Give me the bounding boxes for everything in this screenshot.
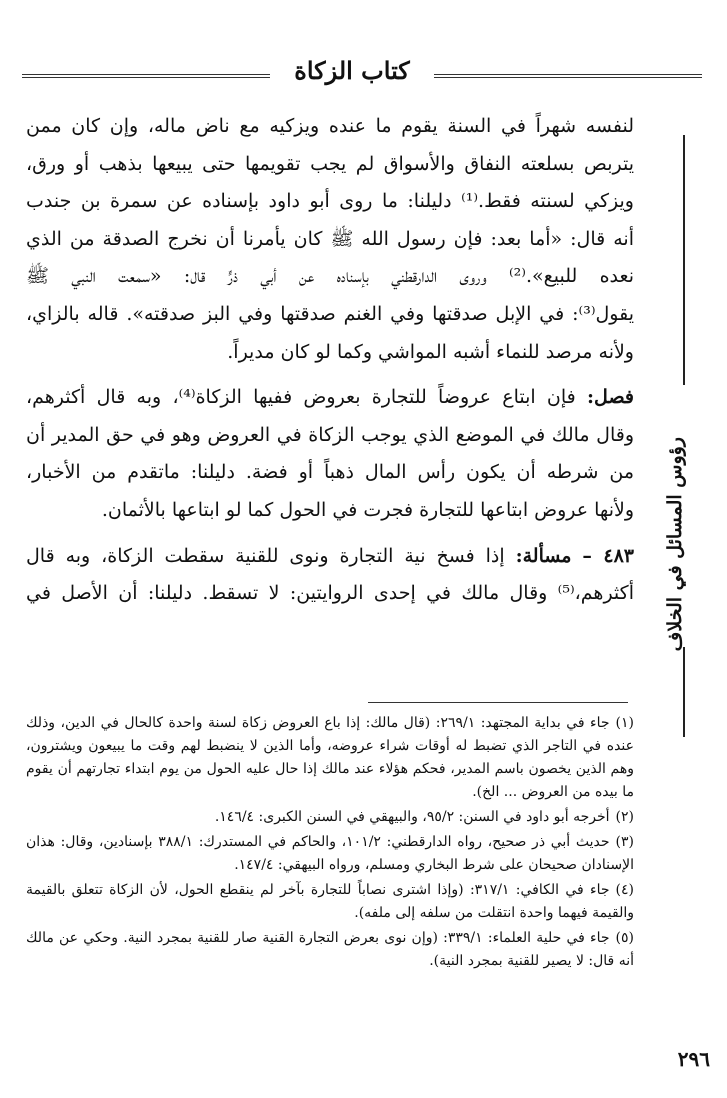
footnote-number: (٤): [615, 882, 634, 898]
footnote-text: جاء في الكافي: ٣١٧/١: (وإذا اشترى نصاباً للتجارة بآخر لم ينقطع الحول، لأن الزكاة تتعلق بالقيمة والقيمة فيهما واحدة انتقلت من سلفه إلى ملفه).: [26, 882, 634, 921]
footnotes: [26, 712, 634, 975]
text-line: يتربص بسلعته النفاق والأسواق لم يجب تقويمها حتى يبيعها بذهب أو ورق،: [26, 152, 634, 175]
running-header: [22, 56, 702, 86]
main-text: [26, 108, 634, 613]
fasl-text: فإن ابتاع عروضاً للتجارة بعروض ففيها الزكاة⁽⁴⁾، وبه قال أكثرهم،: [26, 386, 576, 409]
side-book-title: [648, 395, 698, 655]
masala-number: ٤٨٣ –: [582, 544, 634, 567]
masala-label: مسألة:: [515, 544, 572, 567]
chapter-title: كتاب الزكاة: [294, 56, 410, 85]
side-rule-bottom: [683, 647, 685, 737]
text-line: نعده للبيع».⁽²⁾ وروى الدارقطني بإسناده عن أبي ذرٍّ قال: «سمعت النبي ﷺ: [26, 265, 634, 288]
text-line: ولأنه مرصد للنماء أشبه المواشي وكما لو كان مديراً.: [227, 340, 634, 363]
footnote: [26, 806, 634, 829]
text-line: لنفسه شهراً في السنة يقوم ما عنده ويزكيه مع ناض ماله، وإن كان ممن: [26, 115, 634, 137]
masala-line: [26, 538, 634, 576]
text-line: من شرطه أن يكون رأس المال ذهباً أو فضة. دليلنا: ماتقدم من الأخبار،: [26, 461, 634, 484]
footnote-number: (١): [615, 715, 635, 731]
text-line: ويزكي لسنته فقط.⁽¹⁾ دليلنا: ما روى أبو داود بإسناده عن سمرة بن جندب: [26, 190, 634, 213]
footnote-text: أخرجه أبو داود في السنن: ٩٥/٢، والبيهقي في السنن الكبرى: ١٤٦/٤.: [214, 809, 610, 825]
footnote: [26, 927, 634, 973]
text-line: ولأنها عروض ابتاعها للتجارة فجرت في الحول كما لو ابتاعها بالأثمان.: [101, 498, 634, 521]
footnote-number: (٢): [615, 809, 634, 825]
footnote: [26, 831, 634, 877]
fasl-line: [26, 379, 634, 417]
footnote-text: جاء في حلية العلماء: ٣٣٩/١: (وإن نوى بعرض التجارة القنية صار للقنية بمجرد النية. وحكي عن مالك أنه قال: لا يصير للقنية بمجرد النية).: [26, 930, 634, 969]
text-line: أكثرهم،⁽⁵⁾ وقال مالك في إحدى الروايتين: لا تسقط. دليلنا: أن الأصل في: [26, 582, 634, 605]
footnote: [26, 879, 634, 925]
masala-text: إذا فسخ نية التجارة ونوى للقنية سقطت الزكاة، وبه قال: [26, 544, 505, 567]
page-number: ٢٩٦: [677, 1047, 710, 1071]
text-line: أنه قال: «أما بعد: فإن رسول الله ﷺ كان يأمرنا أن نخرج الصدقة من الذي: [26, 227, 634, 250]
footnote: [26, 712, 634, 804]
footnote-number: (٣): [615, 834, 634, 850]
text-line: يقول⁽³⁾: في الإبل صدقتها وفي الغنم صدقتها وفي البز صدقته». قاله بالزاي،: [26, 302, 634, 325]
footnote-number: (٥): [615, 930, 634, 946]
side-book-title-label: رؤوس المسائل في الخلاف: [664, 437, 686, 652]
footnote-text: حديث أبي ذر صحيح، رواه الدارقطني: ١٠١/٢، والحاكم في المستدرك: ٣٨٨/١ بإسنادين، وقال: هذان الإسنادان صحيحان على شرط البخاري ومسلم، ورواه البيهقي: ١٤٧/٤.: [26, 834, 634, 873]
footnote-text: جاء في بداية المجتهد: ٢٦٩/١: (قال مالك: إذا باع العروض زكاة لسنة واحدة كالحال في الدين، وذلك عنده في التاجر الذي تضبط له أوقات شراء عروضه، وأما الذين لا ينضبط لهم وقت ما يبيعون ويشترون، وهم الذين يخصون باسم المدير، فحكم هؤلاء عند مالك إذا حال عليه الحول من يوم ابتداء تجارتهم أن يقوم ما بيده من العروض ... الخ).: [26, 715, 634, 800]
side-rule-top: [683, 135, 685, 385]
header-rule-left: [22, 74, 270, 78]
header-rule-right: [434, 74, 702, 78]
footnote-separator: [368, 702, 628, 703]
text-line: وقال مالك في الموضع الذي يوجب الزكاة في العروض وهو في حق المدير أن: [26, 423, 634, 446]
fasl-label: فصل:: [587, 386, 635, 409]
